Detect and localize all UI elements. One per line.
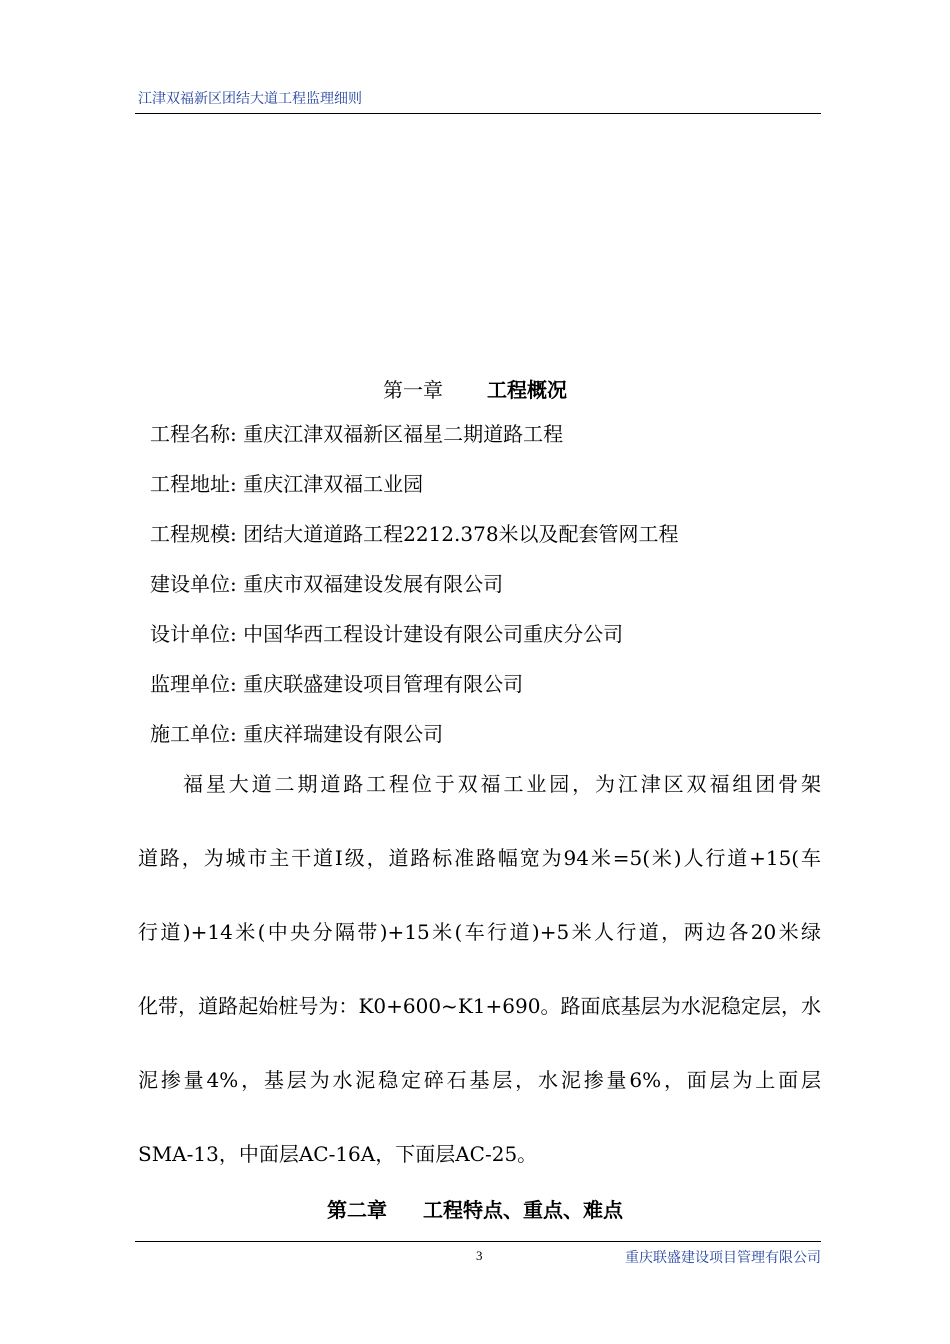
running-header: 江津双福新区团结大道工程监理细则	[138, 91, 362, 107]
header-rule	[135, 113, 821, 114]
info-value: 重庆江津双福工业园	[243, 472, 424, 496]
chapter-1-heading	[0, 374, 950, 403]
info-key: 工程名称:	[150, 422, 237, 446]
info-value: 重庆江津双福新区福星二期道路工程	[243, 422, 564, 446]
paragraph-line-5: 泥掺量4%，基层为水泥稳定碎石基层，水泥掺量6%，面层为上面层	[138, 1068, 821, 1092]
info-key: 工程规模:	[150, 522, 237, 546]
paragraph-line-6: SMA-13，中面层AC-16A，下面层AC-25。	[138, 1142, 538, 1166]
info-key: 工程地址:	[150, 472, 237, 496]
info-row-designer	[150, 618, 623, 647]
info-row-project-address	[150, 468, 423, 497]
footer-company: 重庆联盛建设项目管理有限公司	[625, 1250, 821, 1266]
page-number: 3	[476, 1248, 483, 1263]
info-row-supervisor	[150, 668, 523, 697]
info-row-project-scale	[150, 518, 679, 547]
paragraph-line-3: 行道)+14米(中央分隔带)+15米(车行道)+5米人行道，两边各20米绿	[138, 920, 821, 944]
paragraph-line-2: 道路，为城市主干道Ⅰ级，道路标准路幅宽为94米=5(米)人行道+15(车	[138, 846, 821, 870]
paragraph-line-4: 化带，道路起始桩号为：K0+600~K1+690。路面底基层为水泥稳定层，水	[138, 994, 821, 1018]
chapter-2-title: 工程特点、重点、难点	[423, 1198, 623, 1222]
chapter-2-label: 第二章	[327, 1198, 387, 1222]
info-value: 团结大道道路工程2212.378米以及配套管网工程	[243, 522, 679, 546]
paragraph-line-1: 福星大道二期道路工程位于双福工业园，为江津区双福组团骨架	[183, 772, 821, 796]
info-key: 设计单位:	[150, 622, 237, 646]
info-key: 监理单位:	[150, 672, 237, 696]
info-row-client	[150, 568, 503, 597]
info-row-contractor	[150, 718, 443, 747]
info-value: 中国华西工程设计建设有限公司重庆分公司	[243, 622, 624, 646]
footer-rule	[135, 1241, 821, 1242]
info-key: 建设单位:	[150, 572, 237, 596]
chapter-1-label: 第一章	[383, 378, 443, 402]
info-value: 重庆市双福建设发展有限公司	[243, 572, 504, 596]
chapter-1-title: 工程概况	[487, 378, 567, 402]
info-key: 施工单位:	[150, 722, 237, 746]
chapter-2-heading	[0, 1194, 950, 1223]
info-value: 重庆联盛建设项目管理有限公司	[243, 672, 524, 696]
info-value: 重庆祥瑞建设有限公司	[243, 722, 444, 746]
info-row-project-name	[150, 418, 563, 447]
